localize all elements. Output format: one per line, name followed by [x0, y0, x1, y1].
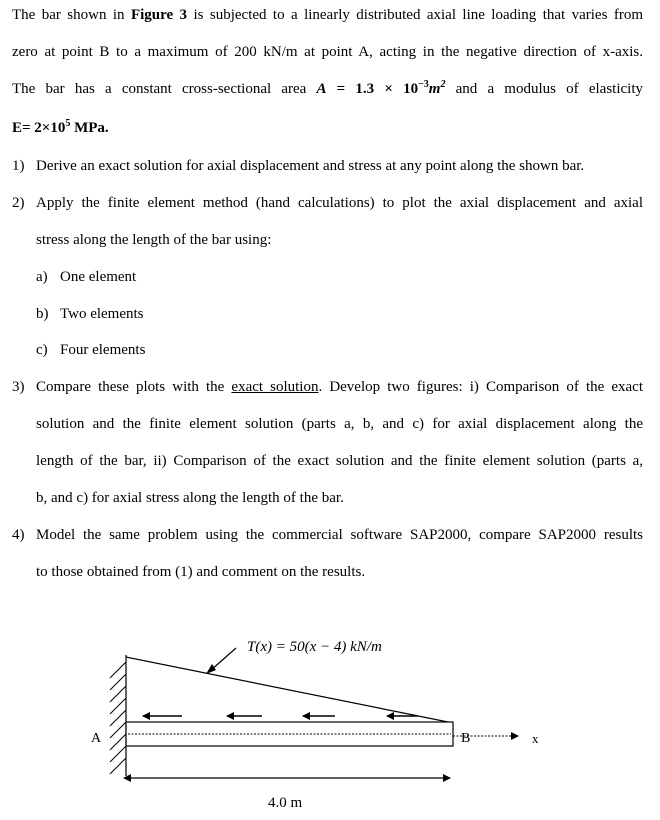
intro-text: The bar shown in [12, 7, 131, 23]
bar-figure [0, 590, 660, 820]
area-exponent: −3 [418, 79, 429, 90]
question-1-number: 1) [12, 158, 25, 174]
question-3-line-3 [36, 453, 643, 470]
length-label: 4.0 m [268, 795, 303, 811]
load-pointer-arrowhead [206, 664, 216, 674]
area-unit-exponent: 2 [440, 79, 446, 90]
question-2-number: 2) [12, 195, 25, 211]
sub-item-a-text: One element [60, 269, 137, 285]
intro-line-4 [12, 120, 109, 137]
question-4-number: 4) [12, 527, 25, 543]
question-3-text: length of the bar, ii) Comparison of the exact solution and the finite element solution (parts a, [36, 453, 643, 469]
question-3-line-4: b, and c) for axial stress along the length of the bar. [36, 490, 344, 506]
figure-reference: Figure 3 [130, 7, 188, 23]
question-4-text: Model the same problem using the commercial software SAP2000, compare SAP2000 results [36, 527, 643, 543]
sub-item-b-label: b) [36, 306, 49, 322]
load-function-label: T(x) = 50(x − 4) kN/m [247, 639, 382, 655]
intro-text: The bar has a constant cross-sectional area [12, 81, 317, 97]
question-3-line-2 [36, 416, 643, 433]
load-triangle [126, 657, 453, 723]
modulus-exponent: 5 [65, 118, 71, 129]
sub-item-a-label: a) [36, 269, 48, 285]
intro-text: is subjected to a linearly distributed axial line loading that varies from [187, 7, 643, 23]
point-a-label: A [91, 731, 102, 746]
question-2-line-2: stress along the length of the bar using: [36, 232, 272, 248]
intro-line-1 [12, 7, 643, 24]
question-3-line-1 [36, 379, 643, 396]
intro-line-3 [12, 81, 643, 98]
intro-text: zero at point B to a maximum of 200 kN/m at point A, acting in the negative direction of x-axis. [12, 44, 643, 60]
question-4-line-1 [36, 527, 643, 544]
question-3-text: Compare these plots with the [36, 379, 232, 395]
point-b-label: B [461, 731, 471, 746]
wall-hatch-lines [110, 662, 126, 774]
question-1-text: Derive an exact solution for axial displacement and stress at any point along the shown bar. [36, 158, 585, 174]
area-symbol: A [316, 81, 327, 97]
question-2-text: Apply the finite element method (hand calculations) to plot the axial displacement and axial [36, 195, 643, 211]
area-unit: m [428, 81, 441, 97]
exact-solution-underlined: exact solution [231, 379, 319, 395]
area-value: = 1.3 × 10 [326, 81, 419, 97]
modulus-value: E= 2×10 [12, 120, 66, 136]
question-4-line-2: to those obtained from (1) and comment on the results. [36, 564, 366, 580]
sub-item-c-text: Four elements [60, 342, 146, 358]
modulus-unit: MPa. [70, 120, 109, 136]
sub-item-b-text: Two elements [60, 306, 144, 322]
question-3-text: solution and the finite element solution (parts a, b, and c) for axial displacement along the [36, 416, 643, 432]
question-3-text: . Develop two figures: i) Comparison of the exact [318, 379, 644, 395]
sub-item-c-label: c) [36, 342, 48, 358]
question-2-line-1 [36, 195, 643, 212]
x-axis-label: x [532, 731, 539, 746]
question-3-number: 3) [12, 379, 25, 395]
intro-line-2 [12, 44, 643, 61]
intro-text: and a modulus of elasticity [445, 81, 643, 97]
